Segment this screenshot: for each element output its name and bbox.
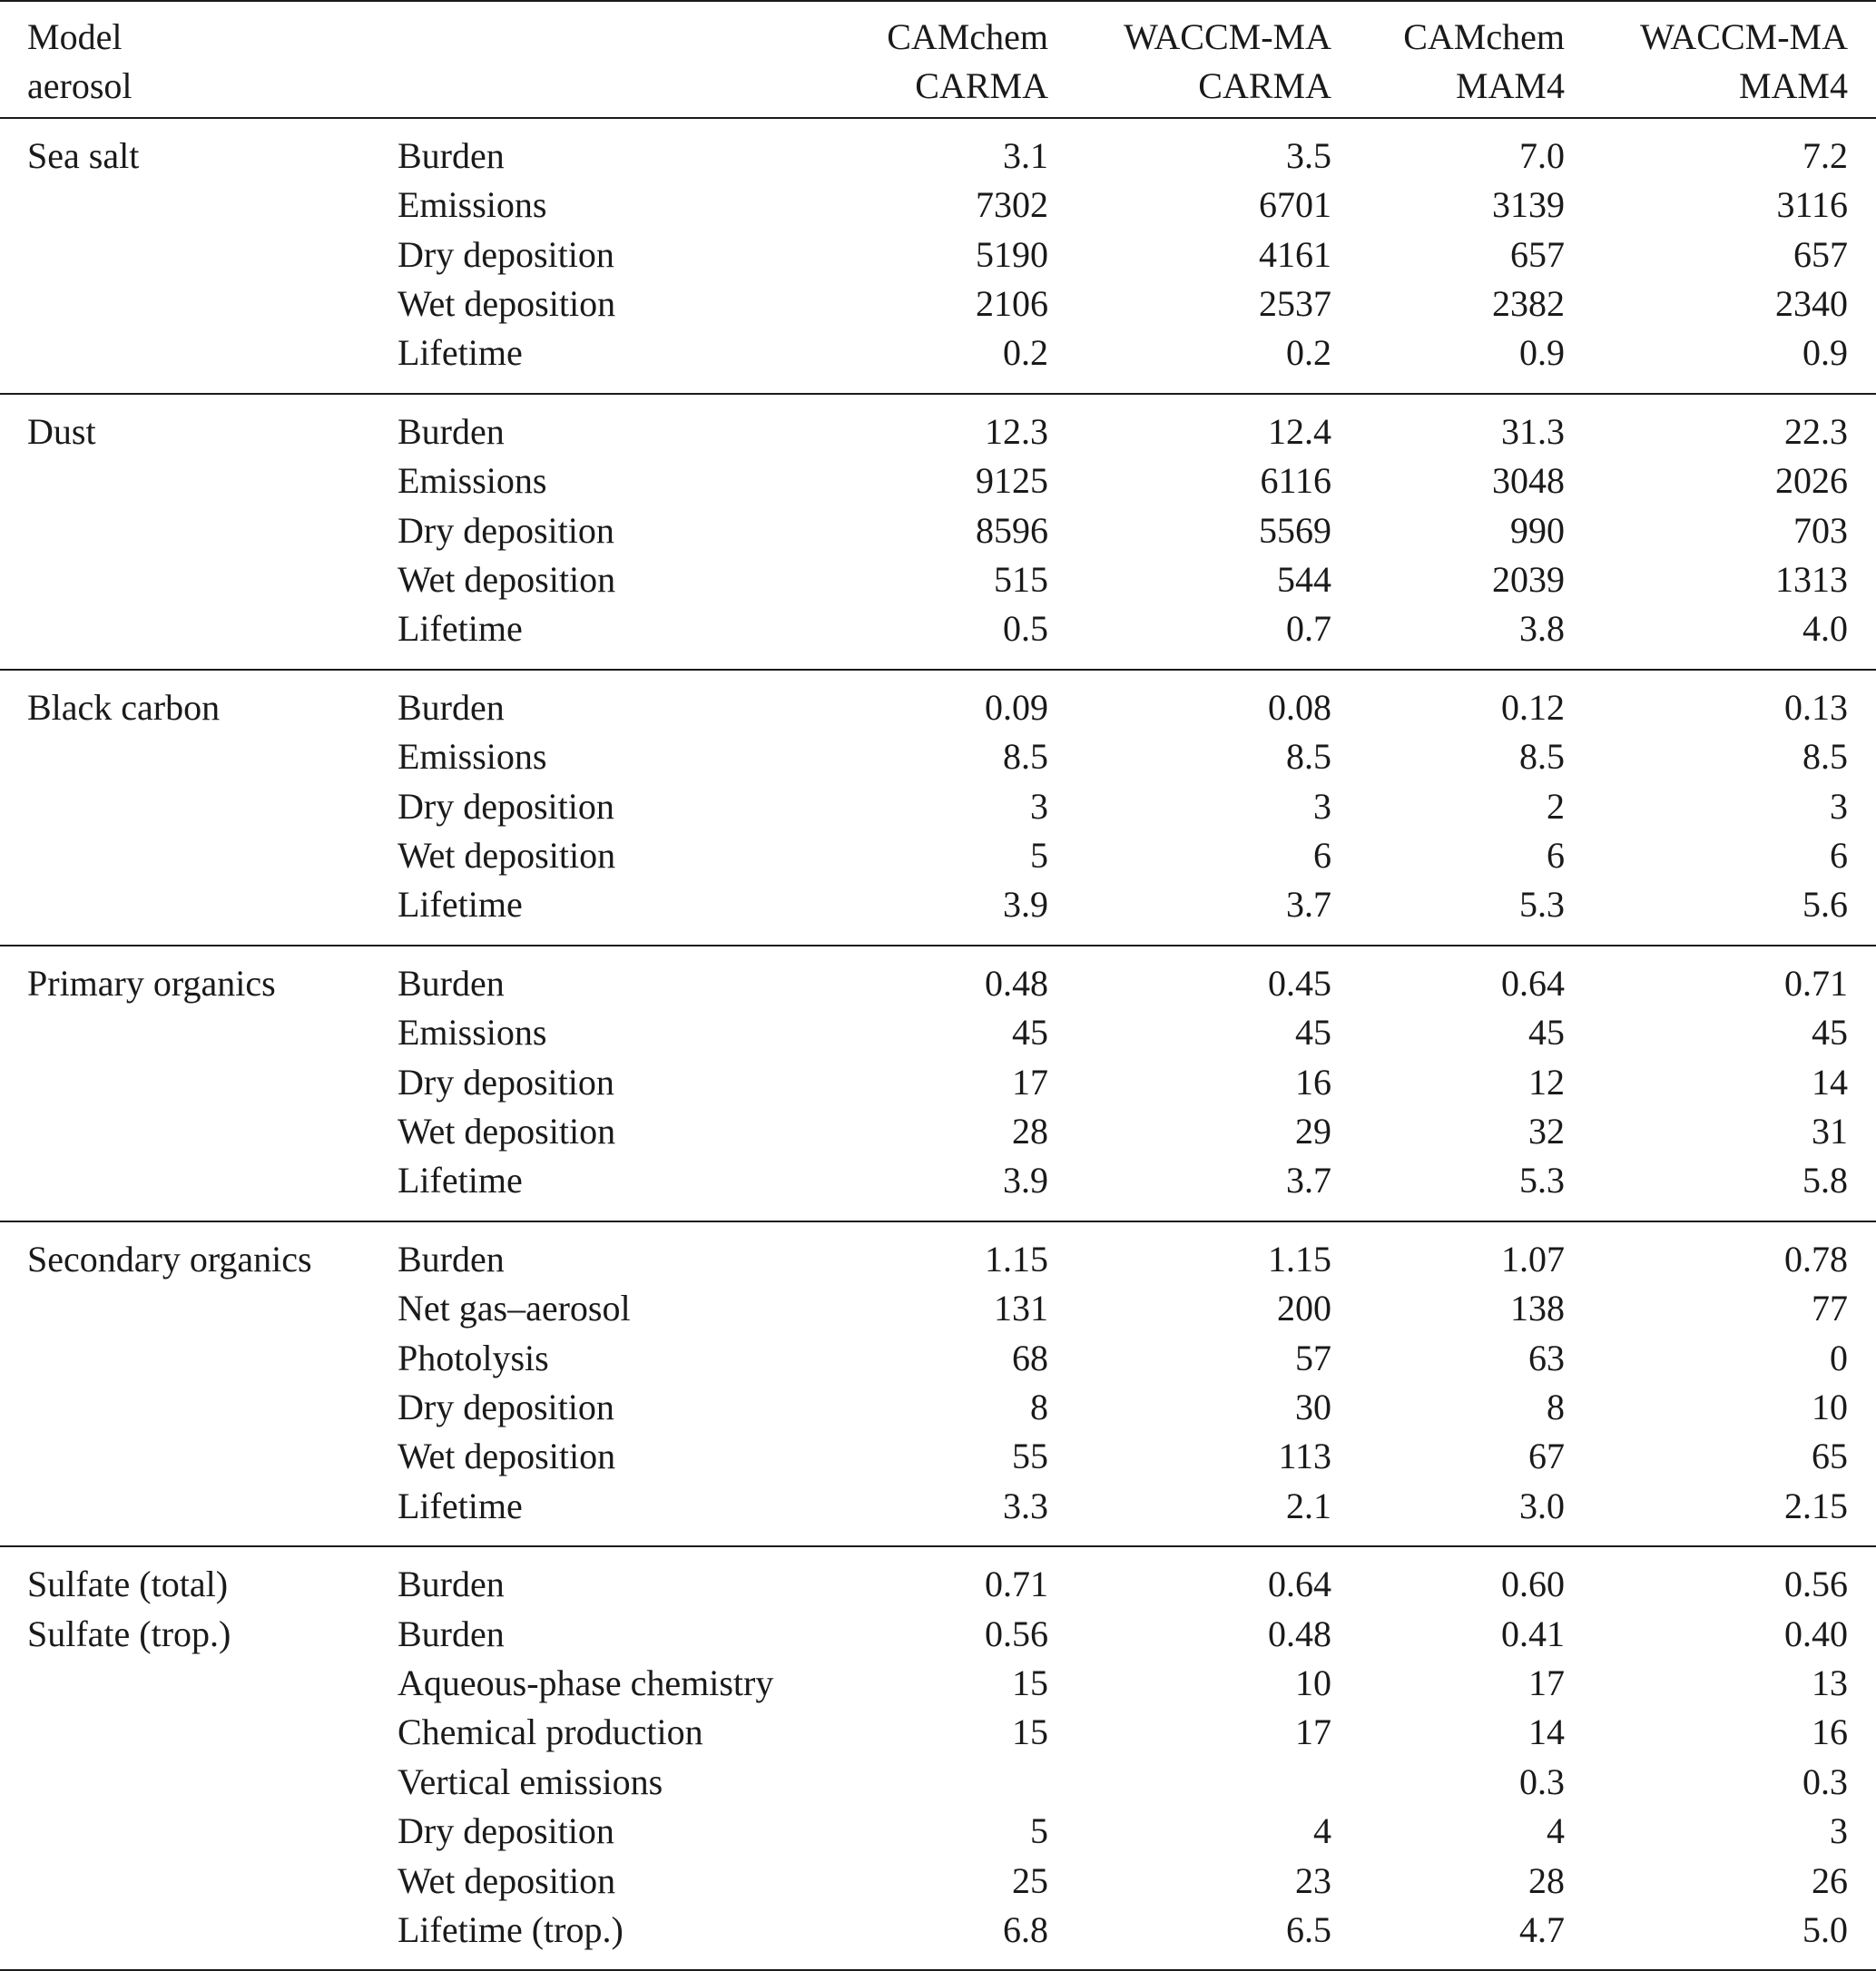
value-cell: 45 — [1528, 1012, 1565, 1054]
value-cell: 3.8 — [1519, 608, 1565, 650]
value-cell: 6.5 — [1286, 1909, 1331, 1950]
value-cell: 45 — [1295, 1012, 1331, 1054]
column-header: WACCM-MA — [1640, 16, 1848, 57]
quantity-label: Emissions — [398, 460, 547, 502]
value-cell: 9125 — [976, 460, 1048, 502]
value-cell: 0.08 — [1268, 686, 1331, 728]
value-cell: 3.7 — [1286, 884, 1331, 926]
quantity-label: Burden — [398, 1564, 505, 1605]
value-cell: 3.5 — [1286, 134, 1331, 176]
column-header: CARMA — [915, 65, 1048, 107]
value-cell: 7.2 — [1802, 134, 1848, 176]
value-cell: 12 — [1528, 1061, 1565, 1103]
value-cell: 0.48 — [985, 962, 1048, 1004]
column-header: CARMA — [1198, 65, 1331, 107]
column-header: CAMchem — [887, 16, 1048, 57]
value-cell: 4.0 — [1802, 608, 1848, 650]
value-cell: 0.40 — [1784, 1613, 1848, 1654]
value-cell: 703 — [1793, 509, 1848, 551]
value-cell: 16 — [1812, 1711, 1848, 1753]
value-cell: 7.0 — [1519, 134, 1565, 176]
value-cell: 1.15 — [1268, 1238, 1331, 1280]
value-cell: 0.56 — [1784, 1564, 1848, 1605]
value-cell: 2340 — [1775, 283, 1848, 324]
value-cell: 0.7 — [1286, 608, 1331, 650]
value-cell: 17 — [1012, 1061, 1048, 1103]
value-cell: 2.1 — [1286, 1485, 1331, 1526]
quantity-label: Burden — [398, 962, 505, 1004]
group-rule — [0, 669, 1876, 671]
value-cell: 6 — [1547, 835, 1565, 876]
quantity-label: Wet deposition — [398, 835, 616, 876]
value-cell: 0.5 — [1003, 608, 1048, 650]
quantity-label: Burden — [398, 410, 505, 452]
value-cell: 45 — [1812, 1012, 1848, 1054]
quantity-label: Wet deposition — [398, 1111, 616, 1152]
value-cell: 6116 — [1260, 460, 1331, 502]
quantity-label: Emissions — [398, 184, 547, 226]
value-cell: 0.48 — [1268, 1613, 1331, 1654]
value-cell: 0.45 — [1268, 962, 1331, 1004]
value-cell: 0.12 — [1501, 686, 1565, 728]
value-cell: 657 — [1793, 233, 1848, 275]
quantity-label: Burden — [398, 1613, 505, 1654]
value-cell: 14 — [1812, 1061, 1848, 1103]
group-rule — [0, 1221, 1876, 1222]
quantity-label: Vertical emissions — [398, 1760, 663, 1802]
value-cell: 28 — [1012, 1111, 1048, 1152]
column-header: MAM4 — [1455, 65, 1565, 107]
value-cell: 0.3 — [1519, 1760, 1565, 1802]
value-cell: 3.0 — [1519, 1485, 1565, 1526]
value-cell: 0.9 — [1802, 332, 1848, 374]
aerosol-name: Black carbon — [27, 686, 221, 728]
aerosol-name: Sulfate (trop.) — [27, 1613, 231, 1654]
value-cell: 3 — [1313, 785, 1331, 827]
aerosol-name: Secondary organics — [27, 1238, 312, 1280]
value-cell: 8.5 — [1802, 736, 1848, 778]
quantity-label: Burden — [398, 686, 505, 728]
quantity-label: Chemical production — [398, 1711, 703, 1753]
value-cell: 45 — [1012, 1012, 1048, 1054]
value-cell: 5 — [1030, 835, 1048, 876]
value-cell: 2 — [1547, 785, 1565, 827]
quantity-label: Lifetime — [398, 1485, 523, 1526]
value-cell: 15 — [1012, 1662, 1048, 1703]
quantity-label: Net gas–aerosol — [398, 1288, 631, 1329]
quantity-label: Burden — [398, 1238, 505, 1280]
value-cell: 3.3 — [1003, 1485, 1048, 1526]
quantity-label: Wet deposition — [398, 1436, 616, 1477]
value-cell: 55 — [1012, 1436, 1048, 1477]
header-row-label: aerosol — [27, 65, 133, 107]
value-cell: 8.5 — [1286, 736, 1331, 778]
value-cell: 4161 — [1259, 233, 1331, 275]
value-cell: 30 — [1295, 1387, 1331, 1427]
quantity-label: Dry deposition — [398, 1061, 614, 1103]
value-cell: 3 — [1830, 785, 1848, 827]
value-cell: 515 — [994, 559, 1048, 600]
value-cell: 16 — [1295, 1061, 1331, 1103]
value-cell: 3.9 — [1003, 884, 1048, 926]
aerosol-name: Dust — [27, 410, 96, 452]
value-cell: 0.09 — [985, 686, 1048, 728]
value-cell: 6 — [1313, 835, 1331, 876]
aerosol-name: Sulfate (total) — [27, 1564, 229, 1605]
value-cell: 31 — [1812, 1111, 1848, 1152]
value-cell: 6.8 — [1003, 1909, 1048, 1950]
aerosol-name: Primary organics — [27, 962, 276, 1004]
quantity-label: Wet deposition — [398, 559, 616, 600]
value-cell: 8 — [1030, 1387, 1048, 1427]
value-cell: 3.7 — [1286, 1160, 1331, 1201]
value-cell: 0.41 — [1501, 1613, 1565, 1654]
value-cell: 17 — [1295, 1711, 1331, 1753]
quantity-label: Lifetime — [398, 608, 523, 650]
value-cell: 15 — [1012, 1711, 1048, 1753]
value-cell: 200 — [1277, 1288, 1331, 1329]
value-cell: 990 — [1510, 509, 1565, 551]
header-row-label: Model — [27, 16, 123, 57]
value-cell: 1.15 — [985, 1238, 1048, 1280]
value-cell: 2039 — [1492, 559, 1565, 600]
value-cell: 32 — [1528, 1111, 1565, 1152]
value-cell: 7302 — [976, 184, 1048, 226]
value-cell: 5.0 — [1802, 1909, 1848, 1950]
value-cell: 0.2 — [1003, 332, 1048, 374]
value-cell: 0.2 — [1286, 332, 1331, 374]
value-cell: 1313 — [1775, 559, 1848, 600]
value-cell: 0.9 — [1519, 332, 1565, 374]
value-cell: 2382 — [1492, 283, 1565, 324]
column-header: WACCM-MA — [1124, 16, 1331, 57]
value-cell: 28 — [1528, 1859, 1565, 1901]
value-cell: 8 — [1547, 1387, 1565, 1427]
value-cell: 5569 — [1259, 509, 1331, 551]
value-cell: 0.56 — [985, 1613, 1048, 1654]
value-cell: 12.4 — [1268, 410, 1331, 452]
value-cell: 1.07 — [1501, 1238, 1565, 1280]
value-cell: 2026 — [1775, 460, 1848, 502]
value-cell: 138 — [1510, 1288, 1565, 1329]
group-rule — [0, 393, 1876, 395]
value-cell: 65 — [1812, 1436, 1848, 1477]
value-cell: 3 — [1830, 1810, 1848, 1852]
value-cell: 10 — [1812, 1387, 1848, 1427]
value-cell: 23 — [1295, 1859, 1331, 1901]
value-cell: 77 — [1812, 1288, 1848, 1329]
value-cell: 3139 — [1492, 184, 1565, 226]
value-cell: 0.64 — [1501, 962, 1565, 1004]
value-cell: 113 — [1278, 1436, 1331, 1477]
table-top-rule — [0, 0, 1876, 2]
value-cell: 4 — [1313, 1810, 1331, 1852]
value-cell: 3 — [1030, 785, 1048, 827]
value-cell: 5.3 — [1519, 884, 1565, 926]
column-header: CAMchem — [1403, 16, 1565, 57]
value-cell: 68 — [1012, 1337, 1048, 1378]
value-cell: 131 — [994, 1288, 1048, 1329]
value-cell: 29 — [1295, 1111, 1331, 1152]
quantity-label: Lifetime (trop.) — [398, 1909, 624, 1950]
value-cell: 10 — [1295, 1662, 1331, 1703]
quantity-label: Lifetime — [398, 1160, 523, 1201]
value-cell: 0.3 — [1802, 1760, 1848, 1802]
value-cell: 26 — [1812, 1859, 1848, 1901]
value-cell: 5.3 — [1519, 1160, 1565, 1201]
quantity-label: Lifetime — [398, 332, 523, 374]
value-cell: 2.15 — [1784, 1485, 1848, 1526]
quantity-label: Wet deposition — [398, 283, 616, 324]
value-cell: 657 — [1510, 233, 1565, 275]
value-cell: 6 — [1830, 835, 1848, 876]
value-cell: 0.13 — [1784, 686, 1848, 728]
value-cell: 8596 — [976, 509, 1048, 551]
quantity-label: Photolysis — [398, 1337, 549, 1378]
quantity-label: Aqueous-phase chemistry — [398, 1662, 774, 1703]
value-cell: 3.9 — [1003, 1160, 1048, 1201]
quantity-label: Dry deposition — [398, 1387, 614, 1427]
value-cell: 13 — [1812, 1662, 1848, 1703]
value-cell: 14 — [1528, 1711, 1565, 1753]
value-cell: 5 — [1030, 1810, 1048, 1852]
value-cell: 12.3 — [985, 410, 1048, 452]
quantity-label: Dry deposition — [398, 1810, 614, 1852]
value-cell: 6701 — [1259, 184, 1331, 226]
value-cell: 4 — [1547, 1810, 1565, 1852]
value-cell: 3116 — [1776, 184, 1848, 226]
group-rule — [0, 1545, 1876, 1547]
value-cell: 3.1 — [1003, 134, 1048, 176]
value-cell: 0.71 — [1784, 962, 1848, 1004]
value-cell: 4.7 — [1519, 1909, 1565, 1950]
quantity-label: Lifetime — [398, 884, 523, 926]
value-cell: 2537 — [1259, 283, 1331, 324]
value-cell: 0.71 — [985, 1564, 1048, 1605]
value-cell: 25 — [1012, 1859, 1048, 1901]
quantity-label: Emissions — [398, 1012, 547, 1054]
value-cell: 3048 — [1492, 460, 1565, 502]
quantity-label: Emissions — [398, 736, 547, 778]
quantity-label: Wet deposition — [398, 1859, 616, 1901]
value-cell: 22.3 — [1784, 410, 1848, 452]
value-cell: 2106 — [976, 283, 1048, 324]
value-cell: 5.6 — [1802, 884, 1848, 926]
value-cell: 17 — [1528, 1662, 1565, 1703]
value-cell: 0.60 — [1501, 1564, 1565, 1605]
value-cell: 0.64 — [1268, 1564, 1331, 1605]
value-cell: 5.8 — [1802, 1160, 1848, 1201]
quantity-label: Dry deposition — [398, 785, 614, 827]
value-cell: 31.3 — [1501, 410, 1565, 452]
value-cell: 57 — [1295, 1337, 1331, 1378]
value-cell: 5190 — [976, 233, 1048, 275]
value-cell: 63 — [1528, 1337, 1565, 1378]
value-cell: 0.78 — [1784, 1238, 1848, 1280]
value-cell: 67 — [1528, 1436, 1565, 1477]
quantity-label: Burden — [398, 134, 505, 176]
value-cell: 0 — [1830, 1337, 1848, 1378]
quantity-label: Dry deposition — [398, 509, 614, 551]
aerosol-name: Sea salt — [27, 134, 140, 176]
value-cell: 544 — [1277, 559, 1331, 600]
quantity-label: Dry deposition — [398, 233, 614, 275]
column-header: MAM4 — [1738, 65, 1848, 107]
value-cell: 8.5 — [1003, 736, 1048, 778]
header-rule — [0, 117, 1876, 119]
group-rule — [0, 945, 1876, 946]
value-cell: 8.5 — [1519, 736, 1565, 778]
